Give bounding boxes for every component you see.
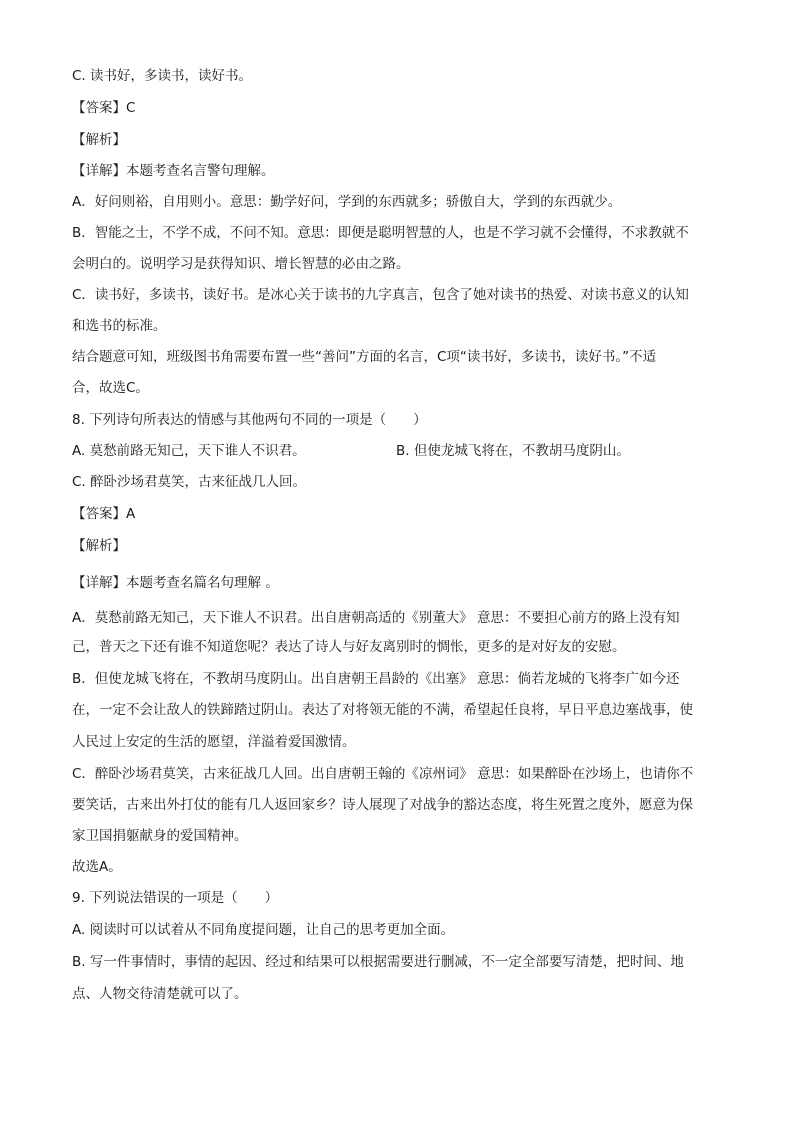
question-8-option-c: C. 醉卧沙场君莫笑，古来征战几人回。 [72, 474, 307, 490]
paragraph-line: 要笑话，古来出外打仗的能有几人返回家乡？诗人展现了对战争的豁达态度，将生死置之度外，愿意为保 [72, 797, 693, 813]
question-9-option-b: B. 写一件事情时，事情的起因、经过和结果可以根据需要进行删减，不一定全部要写清楚，把时间、地 [72, 954, 684, 970]
paragraph-line: A．好问则裕，自用则小。意思：勤学好问，学到的东西就多；骄傲自大，学到的东西就少。 [72, 194, 622, 210]
paragraph-line: 合，故选C。 [72, 380, 149, 396]
paragraph-line: 会明白的。说明学习是获得知识、增长智慧的必由之路。 [72, 256, 410, 272]
paragraph-line: B．智能之士，不学不成，不问不知。意思：即便是聪明智慧的人，也是不学习就不会懂得，不求教就不 [72, 225, 689, 241]
paragraph-line: 和选书的标准。 [72, 318, 167, 334]
question-8-option-a: A. 莫愁前路无知己，天下谁人不识君。 [72, 443, 306, 459]
paragraph-line: 故选A。 [72, 859, 122, 875]
answer-line: 【答案】C [72, 100, 136, 116]
analysis-heading: 【解析】 [72, 132, 126, 148]
paragraph-line: A．莫愁前路无知己，天下谁人不识君。出自唐朝高适的《别董大》 意思：不要担心前方的路上没有知 [72, 610, 680, 626]
question-8-option-b: B. 但使龙城飞将在，不教胡马度阴山。 [396, 443, 630, 459]
paragraph-line: 己，普天之下还有谁不知道您呢？表达了诗人与好友离别时的惆怅，更多的是对好友的安慰。 [72, 639, 626, 655]
paragraph-line: C．醉卧沙场君莫笑，古来征战几人回。出自唐朝王翰的《凉州词》 意思：如果醉卧在沙场上，也请你不 [72, 766, 694, 782]
paragraph-line: B．但使龙城飞将在，不教胡马度阴山。出自唐朝王昌龄的《出塞》 意思：倘若龙城的飞将李广如今还 [72, 671, 680, 687]
question-9-option-a: A. 阅读时可以试着从不同角度提问题，让自己的思考更加全面。 [72, 922, 455, 938]
paragraph-line: C．读书好，多读书，读好书。是冰心关于读书的九字真言，包含了她对读书的热爱、对读书意义的认知 [72, 287, 689, 303]
question-8-stem: 8. 下列诗句所表达的情感与其他两句不同的一项是（ ） [72, 412, 427, 428]
question-9-option-b-cont: 点、人物交待清楚就可以了。 [72, 986, 248, 1002]
detail-line: 【详解】本题考查名言警句理解。 [72, 163, 275, 179]
answer-line: 【答案】A [72, 506, 136, 522]
paragraph-line: 在，一定不会让敌人的铁蹄踏过阴山。表达了对将领无能的不满，希望起任良将，早日平息边塞战事，使 [72, 702, 693, 718]
detail-line: 【详解】本题考查名篇名句理解 。 [72, 575, 279, 591]
option-c-line: C. 读书好，多读书，读好书。 [72, 68, 253, 84]
question-9-stem: 9. 下列说法错误的一项是（ ） [72, 890, 279, 906]
analysis-heading: 【解析】 [72, 538, 126, 554]
paragraph-line: 家卫国捐躯献身的爱国精神。 [72, 828, 248, 844]
paragraph-line: 人民过上安定的生活的愿望，洋溢着爱国激情。 [72, 734, 356, 750]
paragraph-line: 结合题意可知，班级图书角需要布置一些“善问”方面的名言，C项“读书好，多读书，读好书。”不适 [72, 349, 657, 365]
